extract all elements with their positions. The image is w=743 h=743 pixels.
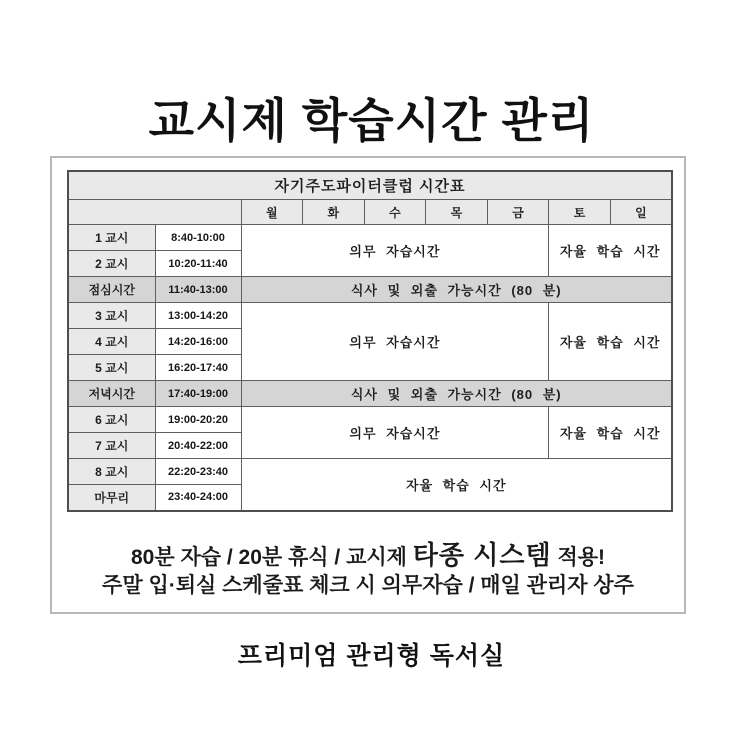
note-emphasis: 타종 시스템 [412,540,552,570]
time-cell: 8:40-10:00 [155,225,241,251]
time-cell: 16:20-17:40 [155,355,241,381]
time-cell: 14:20-16:00 [155,329,241,355]
day-header-sun: 일 [610,200,672,225]
free-study-cell: 자율 학습 시간 [549,303,672,381]
time-cell: 19:00-20:20 [155,407,241,433]
page-title: 교시제 학습시간 관리 [148,94,595,147]
time-cell: 23:40-24:00 [155,485,241,511]
timetable-title-row [68,171,672,200]
day-header-sat: 토 [549,200,611,225]
notes [52,541,684,600]
period-cell: 2 교시 [68,251,155,277]
time-cell: 10:20-11:40 [155,251,241,277]
day-header-fri: 금 [487,200,549,225]
note-text-suffix: 적용! [551,546,606,569]
period-cell: 4 교시 [68,329,155,355]
time-cell: 17:40-19:00 [155,381,241,407]
period-cell: 마무리 [68,485,155,511]
time-cell: 13:00-14:20 [155,303,241,329]
period-cell: 5 교시 [68,355,155,381]
meal-outing-cell: 식사 및 외출 가능시간 (80 분) [241,381,672,407]
time-cell: 22:20-23:40 [155,459,241,485]
timetable [67,170,673,512]
lunch-row [68,277,672,303]
meal-outing-cell: 식사 및 외출 가능시간 (80 분) [241,277,672,303]
table-row [68,303,672,329]
day-header-thu: 목 [426,200,488,225]
time-cell: 11:40-13:00 [155,277,241,303]
day-header-wed: 수 [364,200,426,225]
period-cell: 점심시간 [68,277,155,303]
day-header-mon: 월 [241,200,303,225]
free-study-cell: 자율 학습 시간 [549,225,672,277]
period-cell: 1 교시 [68,225,155,251]
mandatory-study-cell: 의무 자습시간 [241,407,549,459]
table-row [68,459,672,485]
period-cell: 8 교시 [68,459,155,485]
dinner-row [68,381,672,407]
free-study-cell: 자율 학습 시간 [549,407,672,459]
period-cell: 저녁시간 [68,381,155,407]
period-cell: 6 교시 [68,407,155,433]
content-frame [50,156,686,614]
timetable-title: 자기주도파이터클럽 시간표 [68,171,672,200]
period-cell: 7 교시 [68,433,155,459]
footer-caption: 프리미엄 관리형 독서실 [237,642,506,670]
period-cell: 3 교시 [68,303,155,329]
mandatory-study-cell: 의무 자습시간 [241,303,549,381]
note-line-2: 주말 입·퇴실 스케줄표 체크 시 의무자습 / 매일 관리자 상주 [102,574,634,597]
day-header-tue: 화 [303,200,365,225]
day-header-row [68,200,672,225]
corner-cell [68,200,241,225]
note-text-prefix: 80분 자습 / 20분 휴식 / 교시제 [130,546,413,569]
note-line-1 [52,541,684,572]
free-study-cell: 자율 학습 시간 [241,459,672,511]
table-row [68,407,672,433]
mandatory-study-cell: 의무 자습시간 [241,225,549,277]
time-cell: 20:40-22:00 [155,433,241,459]
table-row [68,225,672,251]
